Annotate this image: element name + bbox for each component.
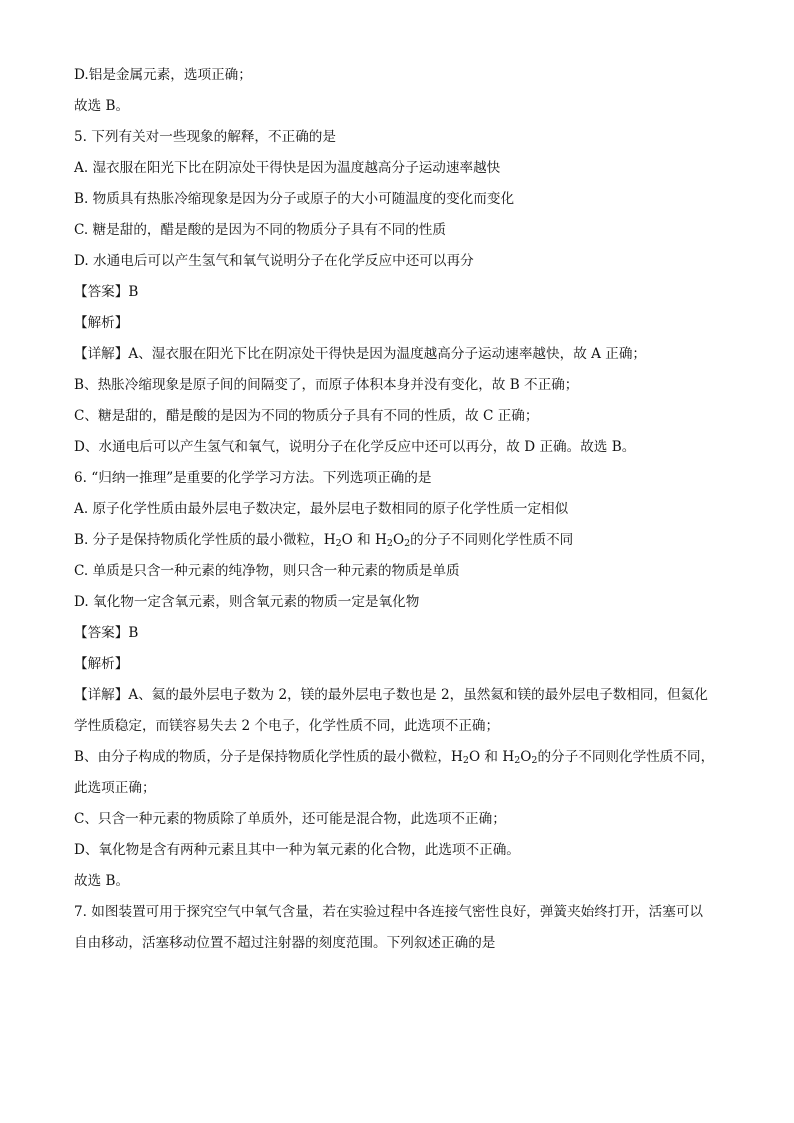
answer-label: 【答案】B — [74, 284, 139, 300]
explanation-line: C、只含一种元素的物质除了单质外，还可能是混合物，此选项不正确； — [74, 811, 506, 827]
formula-water: $H_2O$ — [451, 749, 481, 766]
question-6-stem: 6. “归纳一推理”是重要的化学学习方法。下列选项正确的是 — [74, 470, 432, 486]
analysis-label: 【解析】 — [74, 656, 129, 672]
question-5-stem: 5. 下列有关对一些现象的解释，不正确的是 — [74, 129, 336, 145]
question-5-option-b: B. 物质具有热胀冷缩现象是因为分子或原子的大小可随温度的变化而变化 — [74, 191, 515, 207]
question-5-option-c: C. 糖是甜的，醋是酸的是因为不同的物质分子具有不同的性质 — [74, 222, 446, 238]
question-6-option-d: D. 氧化物一定含氧元素，则含氧元素的物质一定是氧化物 — [74, 594, 420, 610]
formula-hydrogen-peroxide: $H_2O_2$ — [502, 749, 538, 766]
question-5-option-d: D. 水通电后可以产生氢气和氧气说明分子在化学反应中还可以再分 — [74, 253, 474, 269]
explanation-line: 【详解】A、湿衣服在阳光下比在阴凉处干得快是因为温度越高分子运动速率越快，故 A 正确； — [74, 346, 647, 362]
question-6-option-c: C. 单质是只含一种元素的纯净物，则只含一种元素的物质是单质 — [74, 563, 460, 579]
text-segment: 和 — [352, 532, 376, 548]
question-7-stem-continued: 自由移动，活塞移动位置不超过注射器的刻度范围。下列叙述正确的是 — [74, 935, 496, 951]
question-7-stem: 7. 如图装置可用于探究空气中氧气含量，若在实验过程中各连接气密性良好，弹簧夹始终打开，活塞可以 — [74, 904, 704, 920]
explanation-line: B、热胀冷缩现象是原子间的间隔变了，而原子体积本身并没有变化，故 B 不正确； — [74, 377, 579, 393]
explanation-line: 【详解】A、氦的最外层电子数为 2，镁的最外层电子数也是 2，虽然氦和镁的最外层电子数相同，但氦化 — [74, 687, 708, 703]
explanation-line: C、糖是甜的，醋是酸的是因为不同的物质分子具有不同的性质，故 C 正确； — [74, 408, 539, 424]
answer-label: 【答案】B — [74, 625, 139, 641]
question-6-option-a: A. 原子化学性质由最外层电子数决定，最外层电子数相同的原子化学性质一定相似 — [74, 501, 569, 517]
formula-water: $H_2O$ — [323, 532, 353, 549]
text-segment: 的分子不同则化学性质不同 — [410, 532, 574, 548]
question-6-option-b — [74, 530, 573, 550]
explanation-line: 学性质稳定，而镁容易失去 2 个电子，化学性质不同，此选项不正确； — [74, 718, 500, 734]
explanation-line: D、氧化物是含有两种元素且其中一种为氧元素的化合物，此选项不正确。 — [74, 842, 520, 858]
text-segment: 的分子不同则化学性质不同， — [537, 749, 715, 765]
text-segment: 和 — [480, 749, 503, 765]
analysis-label: 【解析】 — [74, 315, 129, 331]
text-line: 故选 B。 — [74, 873, 130, 889]
explanation-line: D、水通电后可以产生氢气和氧气，说明分子在化学反应中还可以再分，故 D 正确。故选 B。 — [74, 439, 636, 455]
text-segment: B、由分子构成的物质，分子是保持物质化学性质的最小微粒， — [74, 749, 452, 765]
text-line: D.铝是金属元素，选项正确； — [74, 67, 252, 83]
text-line: 故选 B。 — [74, 98, 130, 114]
question-5-option-a: A. 湿衣服在阳光下比在阴凉处干得快是因为温度越高分子运动速率越快 — [74, 160, 501, 176]
formula-hydrogen-peroxide: $H_2O_2$ — [375, 532, 411, 549]
explanation-line — [74, 747, 714, 767]
explanation-line: 此选项正确； — [74, 780, 156, 796]
text-segment: B. 分子是保持物质化学性质的最小微粒， — [74, 532, 324, 548]
